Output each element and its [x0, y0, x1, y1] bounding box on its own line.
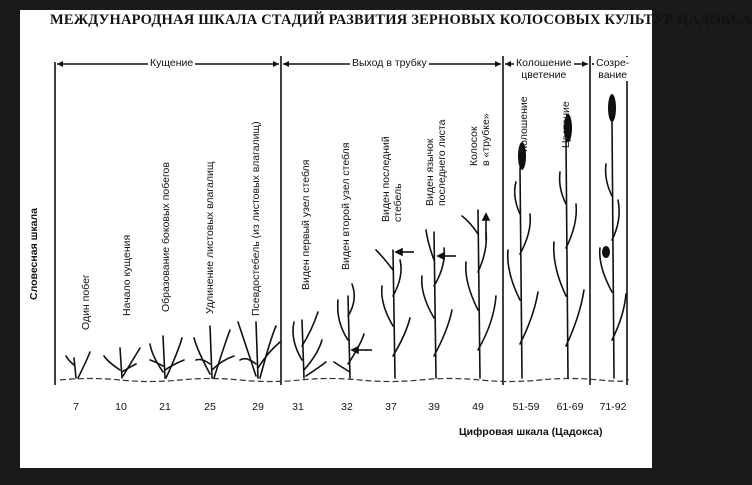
desc-last-leaf: Виден последний стебель: [380, 136, 404, 222]
code-49: 49: [472, 401, 484, 413]
stage-heading: [514, 57, 574, 81]
arrow-right-tillering: [273, 61, 279, 67]
plant-stage-31: [293, 312, 326, 378]
desc-one-shoot: Один побег: [80, 274, 92, 330]
stage-ripening-line2: вание: [598, 69, 628, 81]
code-39: 39: [428, 401, 440, 413]
plant-stage-29: [238, 322, 280, 378]
code-21: 21: [159, 401, 171, 413]
ear-ripening-drooping: [602, 246, 610, 258]
arrow-right-booting: [495, 61, 501, 67]
code-37: 37: [385, 401, 397, 413]
desc-side-shoots: Образование боковых побегов: [160, 162, 172, 312]
code-32: 32: [341, 401, 353, 413]
plant-stage-25: [194, 326, 234, 378]
page-title: МЕЖДУНАРОДНАЯ ШКАЛА СТАДИЙ РАЗВИТИЯ ЗЕРНОВЫХ КОЛОСОВЫХ КУЛЬТУР ЦАДОКСА: [50, 12, 752, 28]
desc-ligule: Виден язычок последнего листа: [424, 119, 448, 206]
arrow-left-heading: [505, 61, 511, 67]
plant-stage-32: [334, 284, 364, 378]
plant-stage-10: [104, 348, 140, 378]
plant-stage-37: [376, 250, 410, 378]
arrow-left-tillering: [57, 61, 63, 67]
stage-ripening-line1: Созре-: [596, 57, 630, 69]
code-61-69: 61-69: [556, 401, 584, 413]
soil-line: [60, 379, 628, 382]
arrow-right-heading: [582, 61, 588, 67]
plant-stage-61-69: [554, 140, 584, 378]
desc-boot: Колосок в «трубке»: [468, 113, 492, 166]
code-51-59: 51-59: [512, 401, 540, 413]
code-7: 7: [73, 401, 79, 413]
stage-heading-line1: Колошение: [516, 57, 572, 69]
stage-ripening: [594, 57, 631, 81]
desc-sheath-elongation: Удлинение листовых влагалищ: [204, 161, 216, 314]
desc-second-node: Виден второй узел стебля: [340, 142, 352, 270]
desc-flowering: Цветение: [560, 101, 572, 148]
plant-stage-7: [66, 352, 90, 378]
code-71-92: 71-92: [599, 401, 627, 413]
digital-scale-title: Цифровая шкала (Цадокса): [459, 426, 603, 438]
plant-stage-49: [462, 210, 496, 378]
arrow-left-booting: [283, 61, 289, 67]
desc-heading: Колошение: [518, 96, 530, 152]
desc-first-node: Виден первый узел стебля: [300, 159, 312, 290]
plant-stage-21: [150, 336, 184, 378]
stage-tillering: Кущение: [150, 57, 194, 69]
plant-stage-39: [422, 230, 452, 378]
code-31: 31: [292, 401, 304, 413]
verbal-scale-title: Словесная шкала: [28, 208, 40, 300]
plant-stage-51-59: [508, 168, 538, 378]
code-10: 10: [115, 401, 127, 413]
code-29: 29: [252, 401, 264, 413]
stage-heading-line2: цветение: [521, 69, 567, 81]
ear-ripening: [608, 94, 616, 122]
code-25: 25: [204, 401, 216, 413]
desc-tillering-start: Начало кущения: [121, 234, 133, 316]
desc-pseudostem: Псевдостебель (из листовых влагалищ): [250, 121, 262, 316]
stage-booting: Выход в трубку: [352, 57, 427, 69]
